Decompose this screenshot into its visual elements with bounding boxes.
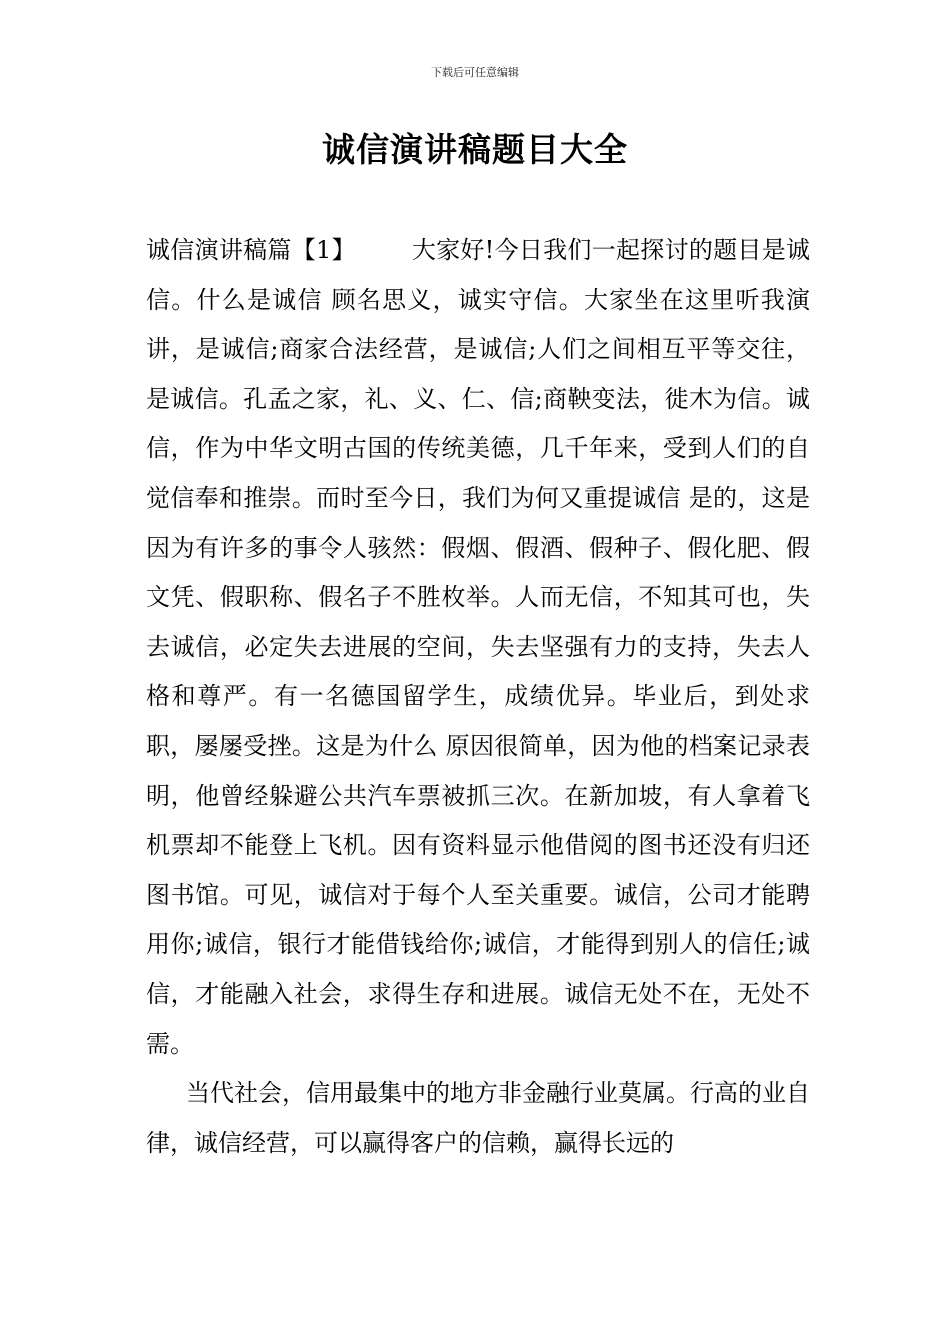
- section-heading: 诚信演讲稿篇【1】: [146, 236, 356, 264]
- document-body: [146, 226, 810, 1168]
- page-header-note: 下载后可任意编辑: [431, 66, 519, 79]
- paragraph-1-text: 大家好!今日我们一起探讨的题目是诚信。什么是诚信 顾名思义，诚实守信。大家坐在这里听我演讲，是诚信;商家合法经营，是诚信;人们之间相互平等交往，是诚信。孔孟之家，礼、义、仁、信;商鞅变法，徙木为信。诚信，作为中华文明古国的传统美德，几千年来，受到人们的自觉信奉和推崇。而时至今日，我们为何又重提诚信 是的，这是因为有许多的事令人骇然：假烟、假酒、假种子、假化肥、假文凭、假职称、假名子不胜枚举。人而无信，不知其可也，失去诚信，必定失去进展的空间，失去坚强有力的支持，失去人格和尊严。有一名德国留学生，成绩优异。毕业后，到处求职，屡屡受挫。这是为什么 原因很简单，因为他的档案记录表明，他曾经躲避公共汽车票被抓三次。在新加坡，有人拿着飞机票却不能登上飞机。因有资料显示他借阅的图书还没有归还图书馆。可见，诚信对于每个人至关重要。诚信，公司才能聘用你;诚信，银行才能借钱给你;诚信，才能得到别人的信任;诚信，才能融入社会，求得生存和进展。诚信无处不在，无处不需。: [146, 236, 810, 1058]
- paragraph-2: 当代社会，信用最集中的地方非金融行业莫属。行高的业自律，诚信经营，可以赢得客户的信赖，赢得长远的: [146, 1079, 810, 1157]
- document-title: 诚信演讲稿题目大全: [322, 130, 628, 169]
- paragraph-1: [146, 226, 810, 1069]
